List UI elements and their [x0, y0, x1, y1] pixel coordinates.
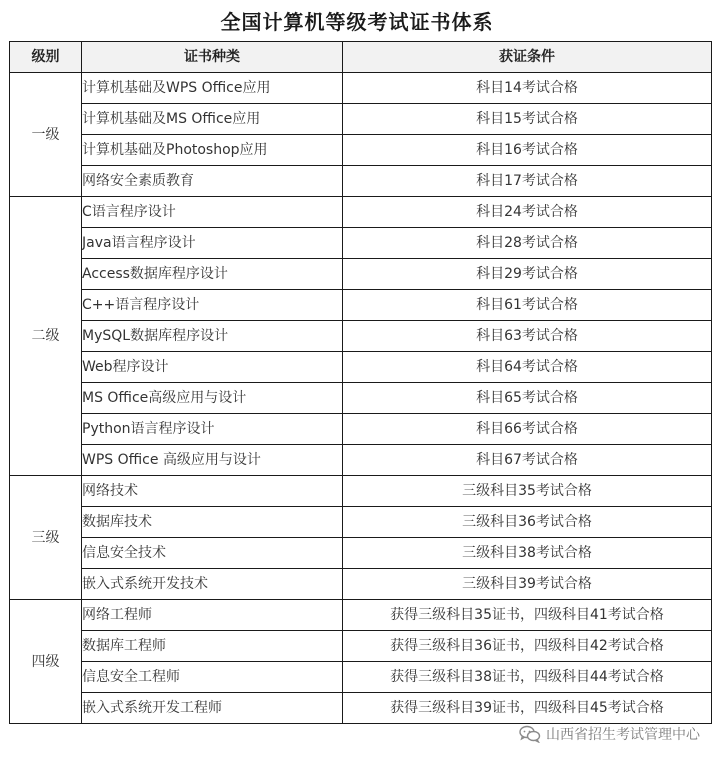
cert-type-cell: 计算机基础及MS Office应用 [82, 104, 343, 135]
table-row [10, 135, 712, 166]
condition-cell: 三级科目38考试合格 [343, 538, 712, 569]
header-cert-type: 证书种类 [82, 42, 343, 73]
condition-cell: 科目24考试合格 [343, 197, 712, 228]
cert-type-cell: WPS Office 高级应用与设计 [82, 445, 343, 476]
table-row [10, 197, 712, 228]
condition-cell: 科目63考试合格 [343, 321, 712, 352]
table-row [10, 631, 712, 662]
cert-type-cell: 计算机基础及Photoshop应用 [82, 135, 343, 166]
table-row [10, 445, 712, 476]
cert-type-cell: 信息安全技术 [82, 538, 343, 569]
cert-type-cell: 网络技术 [82, 476, 343, 507]
cert-type-cell: Java语言程序设计 [82, 228, 343, 259]
cert-type-cell: MS Office高级应用与设计 [82, 383, 343, 414]
condition-cell: 科目15考试合格 [343, 104, 712, 135]
condition-cell: 科目14考试合格 [343, 73, 712, 104]
cert-type-cell: C语言程序设计 [82, 197, 343, 228]
table-row [10, 662, 712, 693]
watermark [519, 724, 700, 744]
condition-cell: 三级科目39考试合格 [343, 569, 712, 600]
cert-type-cell: C++语言程序设计 [82, 290, 343, 321]
cert-type-cell: 嵌入式系统开发工程师 [82, 693, 343, 724]
certificate-table [9, 41, 712, 724]
table-row [10, 259, 712, 290]
condition-cell: 科目16考试合格 [343, 135, 712, 166]
condition-cell: 三级科目36考试合格 [343, 507, 712, 538]
condition-cell: 获得三级科目38证书，四级科目44考试合格 [343, 662, 712, 693]
table-row [10, 414, 712, 445]
cert-type-cell: MySQL数据库程序设计 [82, 321, 343, 352]
header-row [10, 42, 712, 73]
condition-cell: 科目61考试合格 [343, 290, 712, 321]
cert-type-cell: Python语言程序设计 [82, 414, 343, 445]
table-row [10, 538, 712, 569]
condition-cell: 三级科目35考试合格 [343, 476, 712, 507]
table-row [10, 383, 712, 414]
table-row [10, 352, 712, 383]
page-title: 全国计算机等级考试证书体系 [220, 10, 494, 34]
cert-type-cell: Access数据库程序设计 [82, 259, 343, 290]
table-row [10, 600, 712, 631]
cert-type-cell: 信息安全工程师 [82, 662, 343, 693]
table-row [10, 228, 712, 259]
condition-cell: 科目29考试合格 [343, 259, 712, 290]
table-row [10, 476, 712, 507]
table-row [10, 569, 712, 600]
wechat-icon [519, 725, 541, 743]
header-level: 级别 [10, 42, 82, 73]
cert-type-cell: 数据库技术 [82, 507, 343, 538]
level-cell: 三级 [10, 476, 82, 600]
level-cell: 二级 [10, 197, 82, 476]
condition-cell: 获得三级科目39证书，四级科目45考试合格 [343, 693, 712, 724]
table-row [10, 104, 712, 135]
condition-cell: 科目66考试合格 [343, 414, 712, 445]
condition-cell: 获得三级科目36证书，四级科目42考试合格 [343, 631, 712, 662]
table-row [10, 73, 712, 104]
watermark-text: 山西省招生考试管理中心 [546, 727, 700, 743]
cert-type-cell: 网络安全素质教育 [82, 166, 343, 197]
table-row [10, 507, 712, 538]
condition-cell: 科目17考试合格 [343, 166, 712, 197]
cert-type-cell: 网络工程师 [82, 600, 343, 631]
cert-type-cell: 嵌入式系统开发技术 [82, 569, 343, 600]
level-cell: 一级 [10, 73, 82, 197]
condition-cell: 科目65考试合格 [343, 383, 712, 414]
table-row [10, 321, 712, 352]
cert-type-cell: 数据库工程师 [82, 631, 343, 662]
table-row [10, 290, 712, 321]
condition-cell: 科目64考试合格 [343, 352, 712, 383]
table-row [10, 693, 712, 724]
condition-cell: 获得三级科目35证书，四级科目41考试合格 [343, 600, 712, 631]
level-cell: 四级 [10, 600, 82, 724]
cert-type-cell: Web程序设计 [82, 352, 343, 383]
condition-cell: 科目67考试合格 [343, 445, 712, 476]
cert-type-cell: 计算机基础及WPS Office应用 [82, 73, 343, 104]
header-condition: 获证条件 [343, 42, 712, 73]
table-row [10, 166, 712, 197]
condition-cell: 科目28考试合格 [343, 228, 712, 259]
